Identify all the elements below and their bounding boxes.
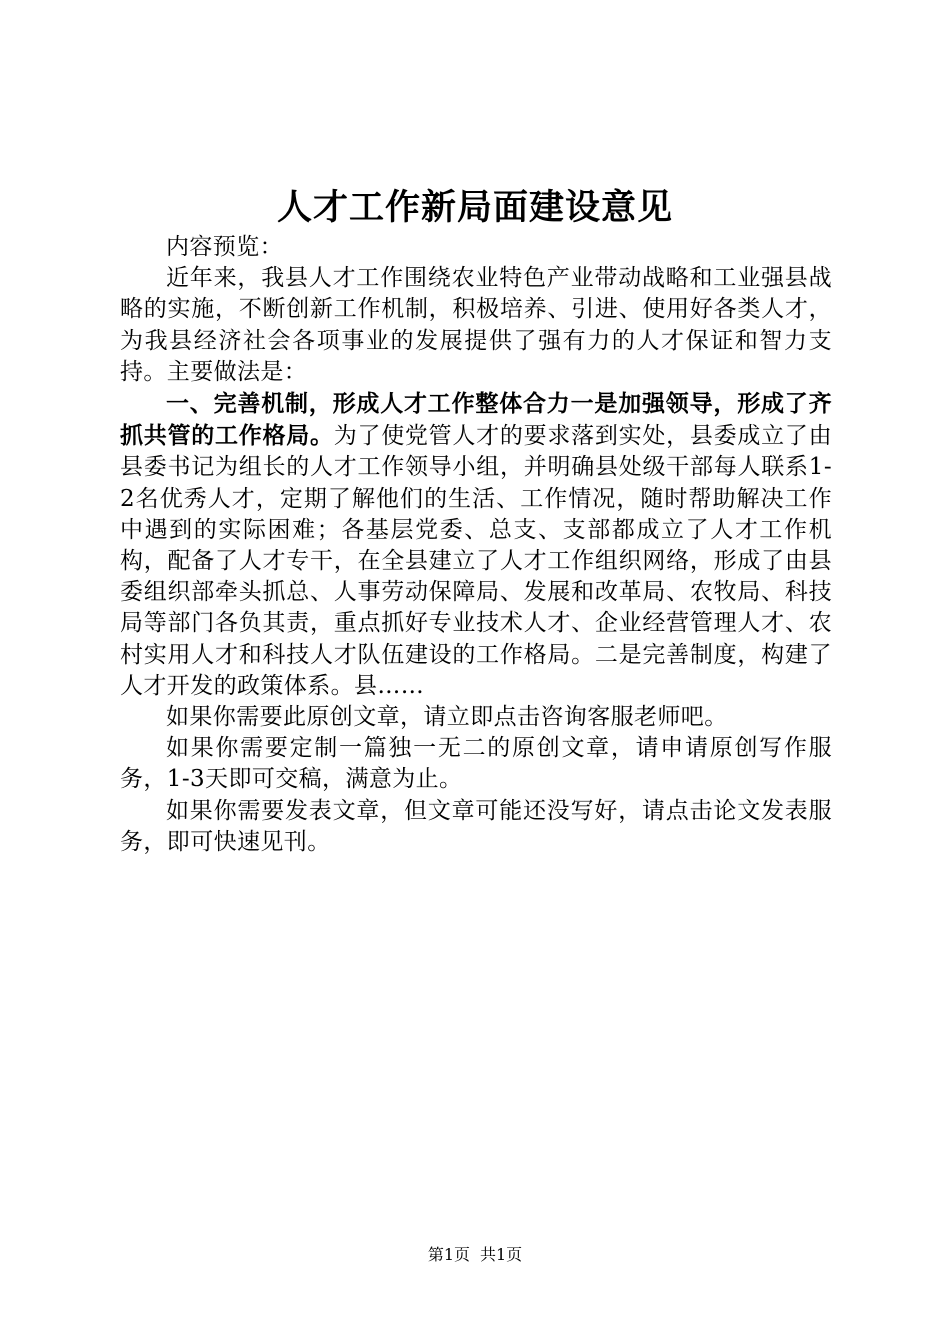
- custom-writing-note: 如果你需要定制一篇独一无二的原创文章，请申请原创写作服务，1-3天即可交稿，满意为止。: [120, 735, 832, 793]
- preview-label: 内容预览：: [166, 234, 283, 260]
- page-number-total: 共1页: [480, 1245, 523, 1264]
- consult-note: 如果你需要此原创文章，请立即点击咨询客服老师吧。: [166, 704, 728, 731]
- section-1-heading: 一、完善机制，形成人才工作整体合力一是加强领导，形成了齐抓共管的工作格局。: [120, 390, 832, 450]
- page-number-current: 第1页: [427, 1245, 470, 1264]
- publishing-note: 如果你需要发表文章，但文章可能还没写好，请点击论文发表服务，即可快速见刊。: [120, 797, 832, 855]
- intro-paragraph: 近年来，我县人才工作围绕农业特色产业带动战略和工业强县战略的实施，不断创新工作机制，积极培养、引进、使用好各类人才，为我县经济社会各项事业的发展提供了强有力的人才保证和智力支持。主要做法是：: [120, 265, 832, 385]
- document-title: 人才工作新局面建设意见: [276, 187, 673, 228]
- section-1-paragraph: [120, 388, 832, 702]
- document-body: [120, 232, 832, 858]
- section-1-body: 为了使党管人才的要求落到实处，县委成立了由县委书记为组长的人才工作领导小组，并明确县处级干部每人联系1-2名优秀人才，定期了解他们的生活、工作情况，随时帮助解决工作中遇到的实际困难；各基层党委、总支、支部都成立了人才工作机构，配备了人才专干，在全县建立了人才工作组织网络，形成了由县委组织部牵头抓总、人事劳动保障局、发展和改革局、农牧局、科技局等部门各负其责，重点抓好专业技术人才、企业经营管理人才、农村实用人才和科技人才队伍建设的工作格局。二是完善制度，构建了人才开发的政策体系。县……: [120, 423, 832, 699]
- page-footer: [0, 1244, 950, 1266]
